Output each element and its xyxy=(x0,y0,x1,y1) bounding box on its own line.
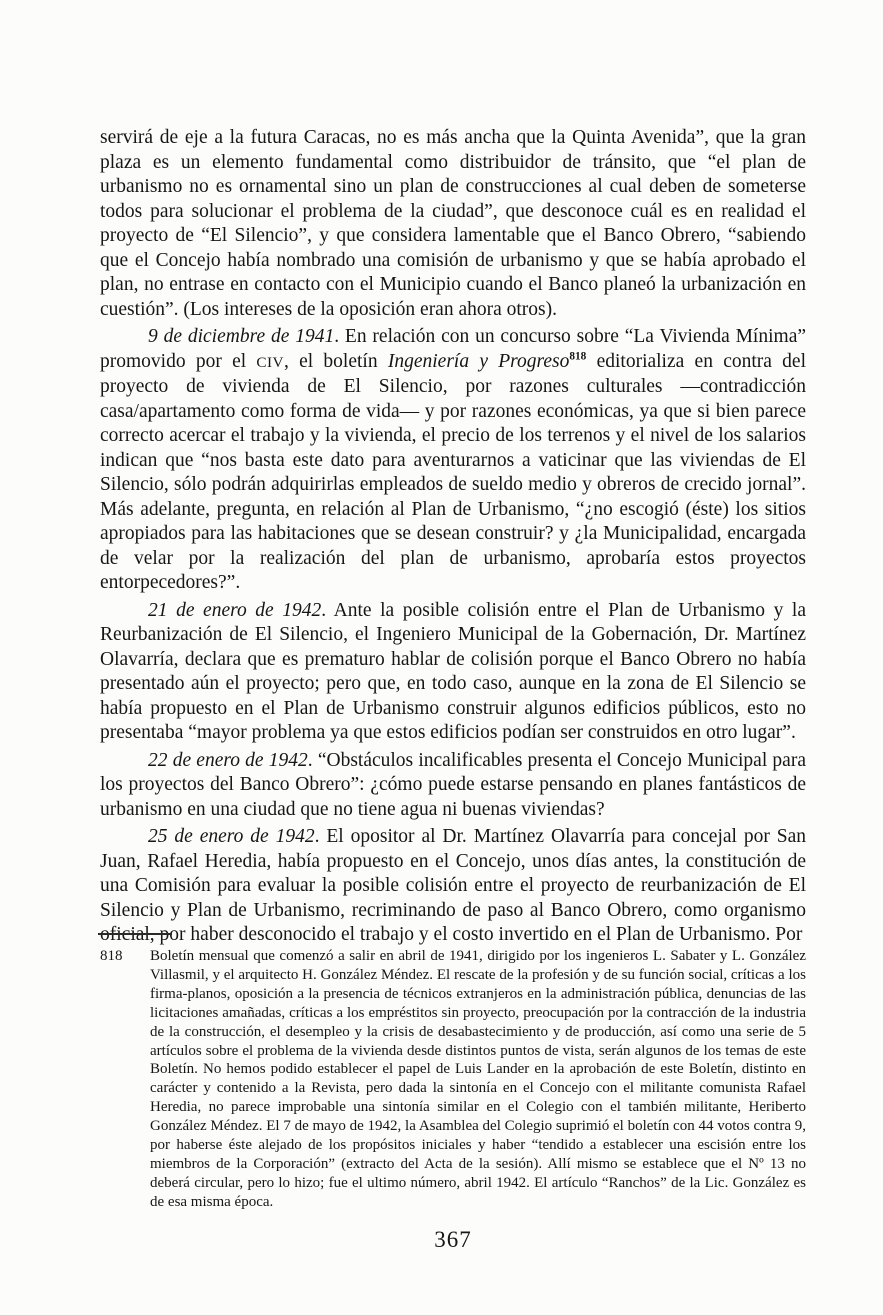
footnote-text: Boletín mensual que comenzó a salir en abril de 1941, dirigido por los ingenieros L. Sabater y L. González Villasmil, y el arquitecto H. González Méndez. El rescate de la profesión y de su función social, críticas a los firma-planos, oposición a la presencia de técnicos extranjeros en la administración pública, denuncias de las licitaciones amañadas, críticas a los empréstitos sin proyecto, preocupación por la contracción de la industria de la construcción, el desempleo y la crisis de desabastecimiento y de producción, así como una serie de 5 artículos sobre el problema de la vivienda desde distintos puntos de vista, serán algunos de los temas de este Boletín. No hemos podido establecer el papel de Luis Lander en la aprobación de este Boletín, distinto en carácter y contenido a la Revista, pero dada la sintonía en el Concejo con el militante comunista Rafael Heredia, no parece improbable una sintonía similar en el Colegio con el también militante, Heriberto González Méndez. El 7 de mayo de 1942, la Asamblea del Colegio suprimió el boletín con 44 votos contra 9, por haberse éste alejado de los propósitos iniciales y haber “tendido a establecer una escisión entre los miembros de la Corporación” (extracto del Acta de la sesión). Allí mismo se establece que el Nº 13 no deberá circular, pero lo hizo; fue el ultimo número, abril 1942. El artículo “Ranchos” de la Lic. González es de esa misma época. xyxy=(150,948,806,1210)
text-run: CIV xyxy=(256,353,284,371)
body-paragraph-2 xyxy=(100,325,806,596)
text-run: . “Obstáculos incalificables presenta el Concejo Municipal para los proyectos del Banco Obrero”: ¿cómo puede estarse pensando en planes fantásticos de urbanismo en una ciudad que no tiene agua ni buenas viviendas? xyxy=(100,749,806,820)
footnote-number: 818 xyxy=(100,948,123,964)
text-run: Ingeniería y Progreso xyxy=(387,350,570,372)
body-paragraph-3 xyxy=(100,599,806,746)
text-run: . El opositor al Dr. Martínez Olavarría para concejal por San Juan, Rafael Heredia, había propuesto en el Concejo, unos días antes, la constitución de una Comisión para evaluar la posible colisión entre el proyecto de reurbanización de El Silencio y Plan de Urbanismo, recriminando de paso al Banco Obrero, como organismo oficial, por haber desconocido el trabajo y el costo invertido en el Plan de Urbanismo. Por xyxy=(100,826,806,945)
text-run: 25 de enero de 1942 xyxy=(148,826,315,847)
text-run: servirá de eje a la futura Caracas, no es más ancha que la Quinta Avenida”, que la gran plaza es un elemento fundamental como distribuidor de tránsito, que “el plan de urbanismo no es ornamental sino un plan de construcciones al cual deben de someterse todos para solucionar el problema de la ciudad”, que desconoce cuál es en realidad el proyecto de “El Silencio”, y que considera lamentable que el Banco Obrero, “sabiendo que el Concejo había nombrado una comisión de urbanismo y que se había aprobado el plan, no entrase en contacto con el Municipio cuando el Banco planeó la urbanización en cuestión”. (Los intereses de la oposición eran ahora otros). xyxy=(100,127,806,320)
text-run: . Ante la posible colisión entre el Plan de Urbanismo y la Reurbanización de El Silencio, el Ingeniero Municipal de la Gobernación, Dr. Martínez Olavarría, declara que es prematuro hablar de colisión porque el Banco Obrero no había presentado aún el proyecto; pero que, en todo caso, aunque en la zona de El Silencio se había propuesto en el Plan de Urbanismo construir algunos edificios públicos, esto no presentaba “mayor problema ya que estos edificios podían ser construidos en otro lugar”. xyxy=(100,599,806,743)
text-run: , el boletín xyxy=(283,350,388,372)
body-paragraph-1 xyxy=(100,126,806,322)
text-run: editorializa en contra del proyecto de vivienda de El Silencio, por razones culturales —contradicción casa/apartamento como forma de vida— y por razones económicas, ya que si bien parece correcto acercar el trabajo y la vivienda, el precio de los terrenos y el nivel de los salarios indican que “nos basta este dato para aventurarnos a vaticinar que las viviendas de El Silencio, sólo podrán adquirirlas empleados de sueldo medio y obreros de crecido jornal”. Más adelante, pregunta, en relación al Plan de Urbanismo, “¿no escogió (éste) los sitios apropiados para las habitaciones que se desean construir? y ¿la Municipalidad, encargada de velar por la realización del plan de urbanismo, aprobaría estos proyectos entorpecedores?”. xyxy=(100,350,806,593)
body-paragraph-5 xyxy=(100,825,806,948)
text-run: 9 de diciembre de 1941 xyxy=(148,326,335,347)
footnote-reference: 818 xyxy=(569,350,587,362)
page-number: 367 xyxy=(434,1227,472,1252)
text-run: . En relación con un concurso sobre “La Vivienda Mínima” promovido por el xyxy=(100,326,807,372)
body-paragraph-4 xyxy=(100,749,806,823)
text-run: 22 de enero de 1942 xyxy=(148,749,308,771)
footnote-818 xyxy=(100,947,806,1212)
main-text xyxy=(100,126,806,948)
text-run: 21 de enero de 1942 xyxy=(148,599,322,621)
footnote-separator xyxy=(98,933,172,935)
